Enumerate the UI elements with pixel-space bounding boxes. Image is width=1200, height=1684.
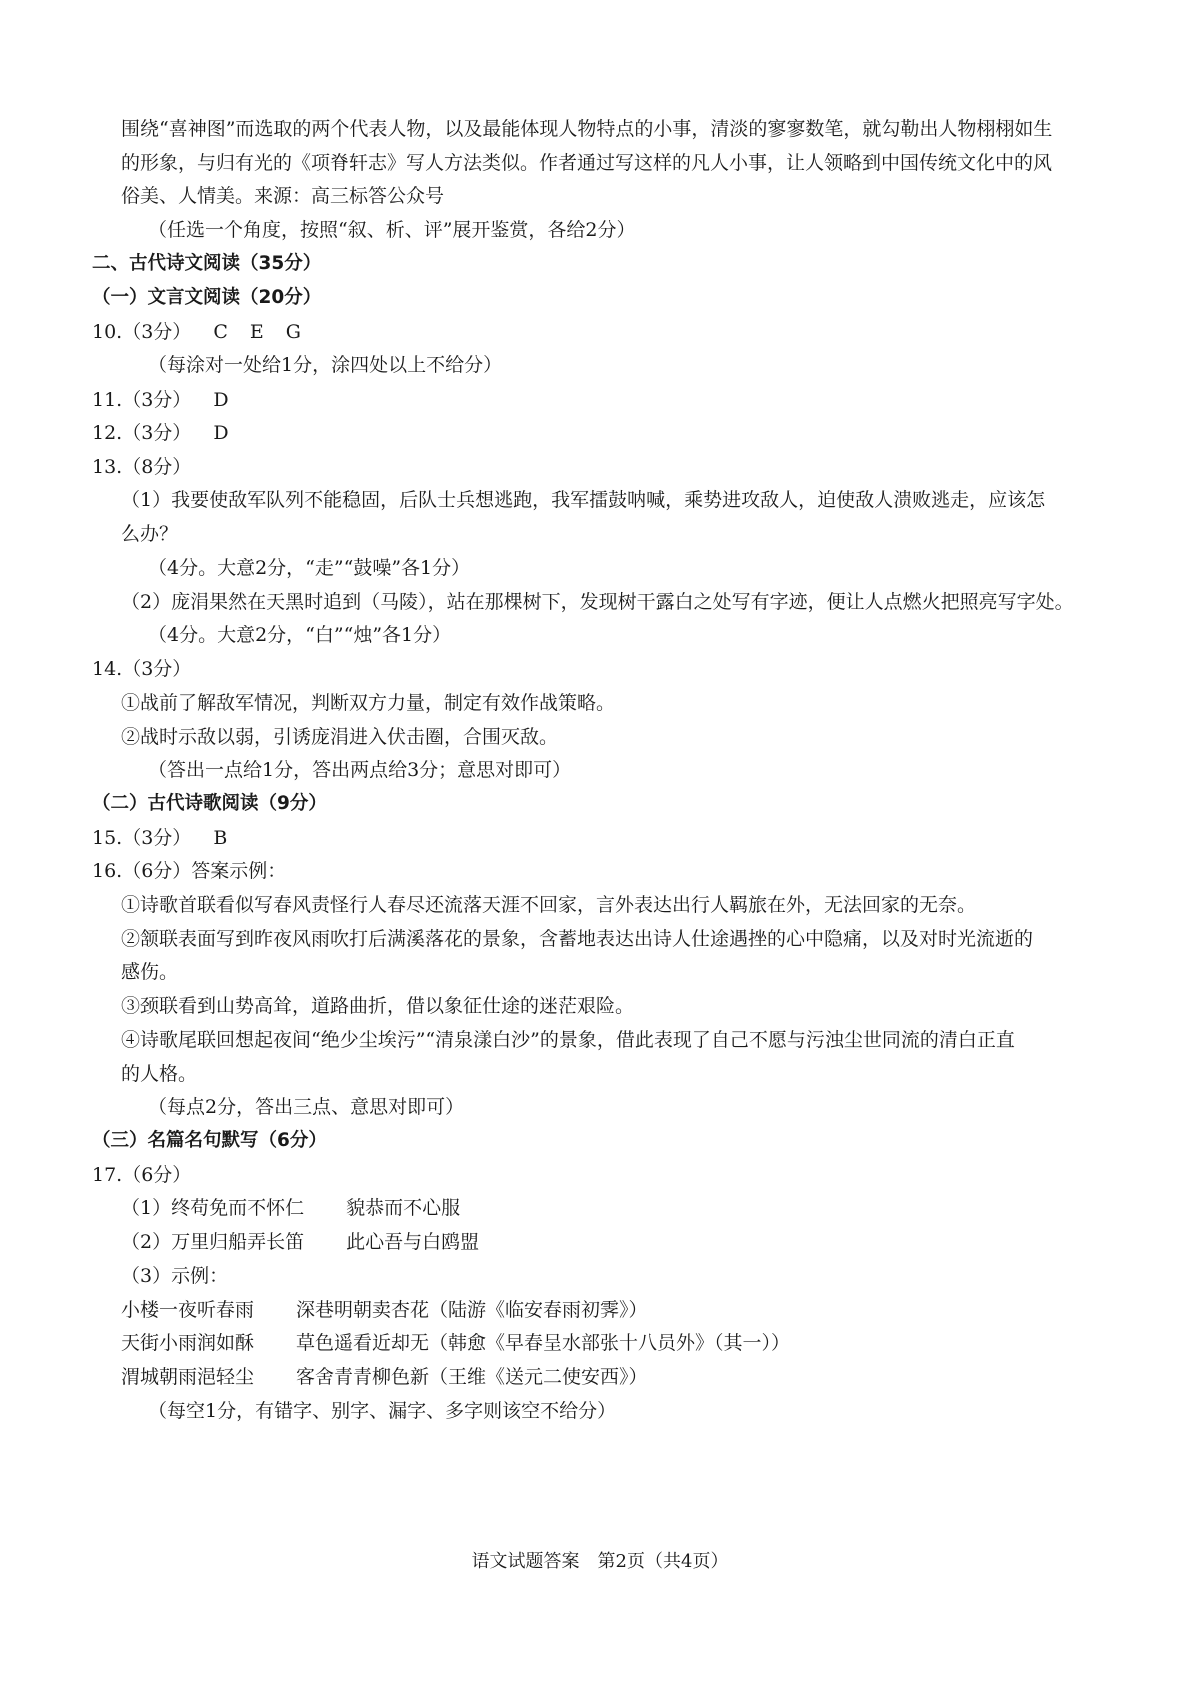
answer-choice: E <box>249 321 264 343</box>
example-line: 天街小雨润如酥 <box>121 1332 255 1354</box>
dictation-label: （3）示例： <box>121 1265 229 1287</box>
section-heading: 二、古代诗文阅读（35分） <box>92 253 322 274</box>
dictation-blank: 貌恭而不心服 <box>346 1197 461 1219</box>
subsection-heading: （二）古代诗歌阅读（9分） <box>92 793 327 814</box>
answer-point: ③颈联看到山势高耸，道路曲折，借以象征仕途的迷茫艰险。 <box>121 995 635 1017</box>
question-number: 11.（3分） <box>92 389 192 411</box>
question-number: 16.（6分）答案示例： <box>92 860 287 882</box>
translation-line: （1）我要使敌军队列不能稳固，后队士兵想逃跑，我军擂鼓呐喊，乘势进攻敌人，迫使敌人溃败逃走，应该怎 <box>121 489 1046 511</box>
translation-line: （2）庞涓果然在天黑时追到（马陵），站在那棵树下，发现树干露白之处写有字迹，便让人点燃火把照亮写字处。 <box>121 591 1074 613</box>
paragraph-line: 俗美、人情美。来源：高三标答公众号 <box>121 185 445 207</box>
scoring-note: （每点2分，答出三点、意思对即可） <box>148 1096 465 1118</box>
answer-choice: C <box>213 321 228 343</box>
question-15 <box>92 824 227 852</box>
dictation-blank: （1）终苟免而不怀仁 <box>121 1197 305 1219</box>
answer-point: ②颔联表面写到昨夜风雨吹打后满溪落花的景象，含蓄地表达出诗人仕途遇挫的心中隐痛，以及对时光流逝的 <box>121 928 1034 950</box>
subsection-heading: （三）名篇名句默写（6分） <box>92 1130 327 1151</box>
scoring-note: （4分。大意2分，“走”“鼓噪”各1分） <box>148 557 471 579</box>
answer-choice: B <box>213 827 228 849</box>
dictation-blank: 此心吾与白鸥盟 <box>346 1231 480 1253</box>
scoring-note: （4分。大意2分，“白”“烛”各1分） <box>148 624 452 646</box>
example-row <box>121 1363 648 1391</box>
question-number: 15.（3分） <box>92 827 192 849</box>
question-number: 10.（3分） <box>92 321 192 343</box>
example-line: 小楼一夜听春雨 <box>121 1299 255 1321</box>
example-row <box>121 1296 648 1324</box>
answer-point: ①诗歌首联看似写春风责怪行人春尽还流落天涯不回家，言外表达出行人羁旅在外，无法回家的无奈。 <box>121 894 977 916</box>
question-10 <box>92 318 301 346</box>
example-line: 草色遥看近却无（韩愈《早春呈水部张十八员外》（其一）） <box>296 1332 791 1354</box>
dictation-row <box>121 1194 460 1222</box>
answer-point: ①战前了解敌军情况，判断双方力量，制定有效作战策略。 <box>121 692 616 714</box>
page-footer: 语文试题答案 第2页（共4页） <box>471 1551 729 1572</box>
scoring-note: （每空1分，有错字、别字、漏字、多字则该空不给分） <box>148 1400 617 1422</box>
example-line: 深巷明朝卖杏花（陆游《临安春雨初霁》） <box>296 1299 648 1321</box>
paragraph-line: 围绕“喜神图”而选取的两个代表人物，以及最能体现人物特点的小事，清淡的寥寥数笔，就勾勒出人物栩栩如生 <box>121 118 1053 140</box>
question-number: 14.（3分） <box>92 658 192 680</box>
question-number: 13.（8分） <box>92 456 192 478</box>
example-line: 客舍青青柳色新（王维《送元二使安西》） <box>296 1366 648 1388</box>
translation-line: 么办？ <box>121 523 179 545</box>
dictation-row <box>121 1228 479 1256</box>
dictation-blank: （2）万里归船弄长笛 <box>121 1231 305 1253</box>
question-number: 17.（6分） <box>92 1164 192 1186</box>
scoring-note: （任选一个角度，按照“叙、析、评”展开鉴赏，各给2分） <box>148 219 636 241</box>
question-number: 12.（3分） <box>92 422 192 444</box>
subsection-heading: （一）文言文阅读（20分） <box>92 287 322 308</box>
example-row <box>121 1329 790 1357</box>
answer-choice: G <box>285 321 301 343</box>
answer-point: 的人格。 <box>121 1063 198 1085</box>
question-11 <box>92 386 229 414</box>
question-12 <box>92 419 229 447</box>
scoring-note: （每涂对一处给1分，涂四处以上不给分） <box>148 354 503 376</box>
scoring-note: （答出一点给1分，答出两点给3分；意思对即可） <box>148 759 572 781</box>
answer-point: ④诗歌尾联回想起夜间“绝少尘埃污”“清泉漾白沙”的景象，借此表现了自己不愿与污浊尘世同流的清白正直 <box>121 1029 1015 1051</box>
paragraph-line: 的形象，与归有光的《项脊轩志》写人方法类似。作者通过写这样的凡人小事，让人领略到中国传统文化中的风 <box>121 152 1053 174</box>
answer-point: ②战时示敌以弱，引诱庞涓进入伏击圈，合围灭敌。 <box>121 726 559 748</box>
answer-choice: D <box>213 422 229 444</box>
example-line: 渭城朝雨浥轻尘 <box>121 1366 255 1388</box>
answer-point: 感伤。 <box>121 961 179 983</box>
answer-choice: D <box>213 389 229 411</box>
